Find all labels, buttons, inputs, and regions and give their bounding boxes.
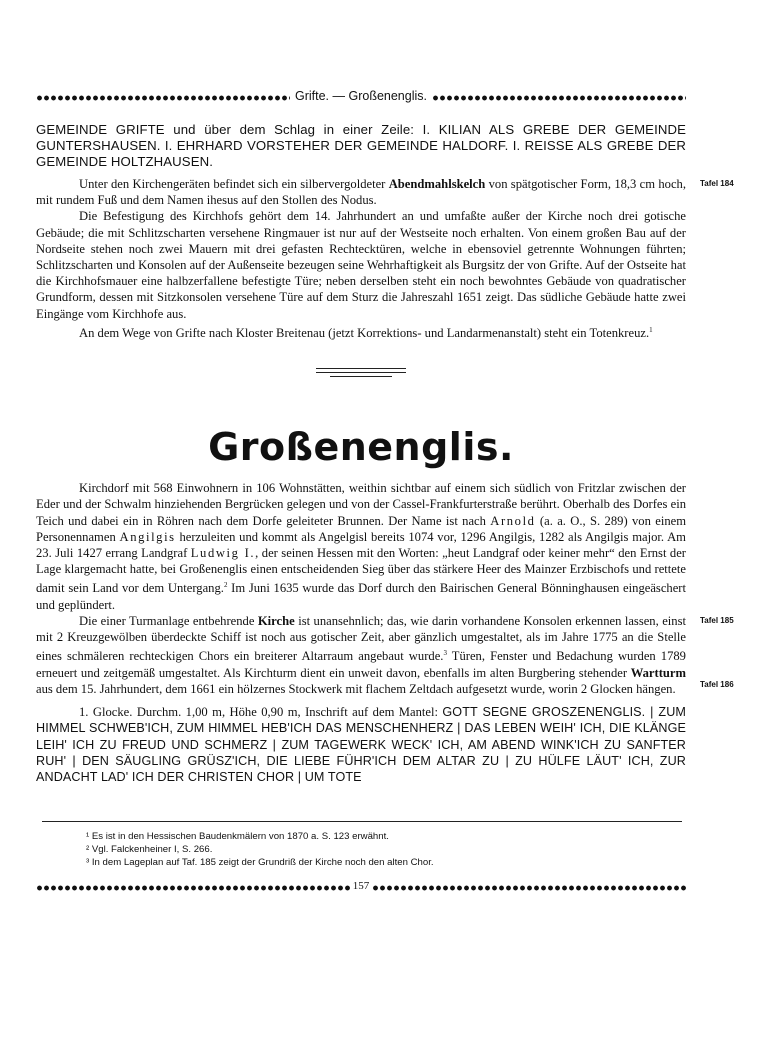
ornament-rule-right [372, 885, 686, 891]
keyword-kirche: Kirche [257, 614, 295, 629]
name-angilgis: Angilgis [119, 529, 176, 544]
ornament-rule-left [36, 95, 290, 101]
paragraph-abendmahlskelch: Unter den Kirchengeräten befindet sich ein silbervergoldeter Abendmahlskelch von spätgotischer Form, 18,3 cm hoch, mit rundem Fuß und dem Namen ihesus auf den Stollen des Nodus. Tafel 184 [36, 176, 686, 208]
footnote-ref: 3 [443, 649, 447, 658]
running-title: Grifte. — Großenenglis. [295, 89, 427, 103]
paragraph-befestigung: Die Befestigung des Kirchhofs gehört dem 14. Jahrhundert an und umfaßte außer der Kirche noch drei gotische Gebäude; die mit Schlitzscharten versehene Ringmauer ist nur auf der Westseite noch erhalten. Von einem großen Bau auf der Nordseite stehen noch zwei Mauern mit drei gefasten Rechtecktüren, welche in ebensoviel getrennte Wohnungen führten; Schlitzscharten und Konsolen auf der Außenseite bezeugen seine Wehrhaftigkeit als Burgsitz der von Grifte. Auf der Ostseite hat die Kirchhofsmauer eine halbzerfallene befestigte Türe; neben derselben steht ein noch bewohntes Gebäude von quadratischer Grundform, dessen mit Sitzkonsolen versehene Türe auf dem Sturz die Jahreszahl 1651 zeigt. Das südliche Gebäude hatte zwei Eingänge vom Kirchhofe aus. [36, 209, 686, 321]
keyword-abendmahlskelch: Abendmahlskelch [388, 177, 486, 191]
page-number: 157 [352, 880, 370, 893]
ornament-rule-left [36, 885, 350, 891]
section-separator [316, 368, 406, 377]
footnote-ref: 2 [223, 581, 228, 590]
name-ludwig: Ludwig I. [190, 546, 256, 561]
running-header [36, 88, 686, 104]
ornament-rule-right [432, 95, 686, 101]
plate-reference: Tafel 186 [700, 680, 734, 690]
plate-reference: Tafel 184 [700, 179, 734, 188]
name-arnold: Arnold [490, 513, 536, 528]
footnotes [86, 830, 686, 869]
bell-inscription-text: GEMEINDE GRIFTE und über dem Schlag in einer Zeile: I. KILIAN ALS GREBE DER GEMEINDE GUNTERSHAUSEN. I. EHRHARD VORSTEHER DER GEMEINDE HALDORF. I. REISSE ALS GREBE DER GEMEINDE HOLTZHAUSEN. [36, 122, 686, 169]
footnote-1: ¹ Es ist in den Hessischen Baudenkmälern von 1870 a. S. 123 erwähnt. [86, 831, 389, 843]
plate-reference: Tafel 185 [700, 616, 734, 626]
footnote-3: ³ In dem Lageplan auf Taf. 185 zeigt der Grundriß der Kirche noch den alten Chor. [86, 857, 434, 869]
keyword-wartturm: Wartturm [630, 665, 686, 680]
section-title: Großenenglis. [208, 425, 514, 470]
paragraph-glocke: 1. Glocke. Durchm. 1,00 m, Höhe 0,90 m, Inschrift auf dem Mantel: GOTT SEGNE GROSZENENGLIS. | ZUM HIMMEL SCHWEB'ICH, ZUM HIMMEL HEB'ICH DAS MENSCHENHERZ | DAS LEBEN WEIH' ICH, DIE KLÄNGE LEIH' ICH ZU FREUD UND SCHMERZ | ZUM TAGEWERK WECK' ICH, AM ABEND WINK'ICH ZU SANFTER RUH' | DEN SÄUGLING GRÜSZ'ICH, DIE LIEBE FÜHR'ICH DEM ALTAR ZU | ZU HÜLFE LÄUT' ICH, ZUR ANDACHT LAD' ICH DER CHRISTEN CHOR | UM TOTE [36, 705, 686, 785]
page [36, 88, 734, 893]
paragraph-kirche: Die einer Turmanlage entbehrende Kirche ist unansehnlich; das, wie darin vorhandene Konsolen erkennen lassen, einst mit 2 Kreuzgewölben überdeckte Schiff ist noch aus gotischer Zeit, aber gänzlich umgestaltet, als im Jahre 1775 an die Stelle eines schmäleren rechteckigen Chors ein breiterer Altarraum angebaut wurde.$^3$ Türen, Fenster und Bedachung wurden 1789 erneuert und zeitgemäß umgestaltet. Als Kirchturm dient ein unweit davon, ebenfalls im alten Burgbering stehender Wartturm aus dem 15. Jahrhundert, dem 1661 ein hölzernes Stockwerk mit flachem Zeltdach aufgesetzt wurde, worin 2 Glocken hängen. Tafel 185 Tafel 186 [36, 613, 686, 697]
paragraph-kirchdorf: Kirchdorf mit 568 Einwohnern in 106 Wohnstätten, weithin sichtbar auf einem sich südlich von Fritzlar zwischen der Eder und der Schwalm hinziehenden Bergrücken gelegen und von der Cassel-Frankfurterstraße berührt. Oberhalb des Dorfes ein Teich und dabei ein in Röhren nach dem Dorfe geleiteter Brunnen. Der Name ist nach Arnold (a. a. O., S. 289) von einem Personennamen Angilgis herzuleiten und kommt als Angelgisl bereits 1074 vor, 1296 Angilgis, 1282 als Angilgis major. Am 23. Juli 1427 errang Landgraf Ludwig I., der seinen Hessen mit den Worten: „heut Landgraf oder keiner mehr“ den Ernst der Lage klargemacht hatte, bei Großenenglis einen entscheidenden Sieg über das stärkere Heer des Mainzer Erzbischofs und rettete damit sein Land vor dem Untergang.$^2$ Im Juni 1635 wurde das Dorf durch den Bairischen General Bönninghausen eingeäschert und geplündert. [36, 481, 686, 612]
paragraph-totenkreuz: An dem Wege von Grifte nach Kloster Breitenau (jetzt Korrektions- und Landarmenanstalt) steht ein Totenkreuz.$^1$ [79, 325, 653, 341]
footnote-ref: 1 [649, 325, 653, 334]
footnote-2: ² Vgl. Falckenheiner I, S. 266. [86, 844, 213, 856]
page-footer [36, 879, 686, 893]
bell-inscription: GOTT SEGNE GROSZENENGLIS. | ZUM HIMMEL SCHWEB'ICH, ZUM HIMMEL HEB'ICH DAS MENSCHENHERZ | DAS LEBEN WEIH' ICH, DIE KLÄNGE LEIH' ICH ZU FREUD UND SCHMERZ | ZUM TAGEWERK WECK' ICH, AM ABEND WINK'ICH ZU SANFTER RUH' | DEN SÄUGLING GRÜSZ'ICH, DIE LIEBE FÜHR'ICH DEM ALTAR ZU | ZU HÜLFE LÄUT' ICH, ZUR ANDACHT LAD' ICH DER CHRISTEN CHOR | UM TOTE [36, 705, 686, 785]
